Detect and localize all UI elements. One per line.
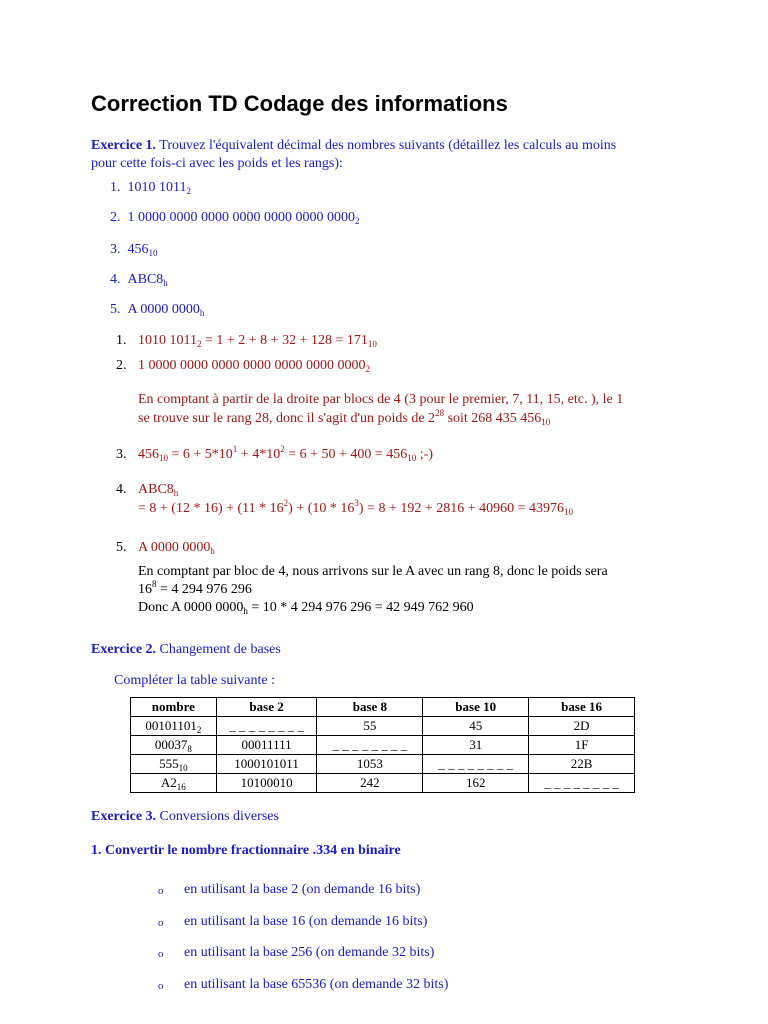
ex1-question-1: 1. 1010 $1011_2$: [110, 180, 191, 196]
bullet-circle-icon: o: [158, 917, 164, 929]
ex1-question-3: 3. $456_{10}$: [110, 242, 158, 258]
ex1-question-2: 2. 1 0000 0000 0000 0000 0000 0000 $0000_2$: [110, 210, 360, 226]
page-title: Correction TD Codage des informations: [91, 91, 508, 116]
ex3-label: Exercice 3.: [91, 809, 157, 824]
table-cell-base2: 1000101011: [216, 755, 317, 774]
table-cell-base10: _ _ _ _ _ _ _ _: [423, 755, 529, 774]
table-cell-base2: 10100010: [216, 774, 317, 793]
table-cell-base8: 242: [317, 774, 423, 793]
table-header-row: [131, 698, 635, 717]
ex1-intro-text: Trouvez l'équivalent décimal des nombres suivants (détaillez les calculs au moins: [156, 138, 617, 153]
answer-2-explanation-line2: se trouve sur le rang 28, donc il s'agit d'un poids de $2^{28}$ soit 268 435 $456_{10}$: [138, 408, 551, 427]
answer-3-number: 3.: [116, 447, 127, 462]
table-cell-base2: 00011111: [216, 736, 317, 755]
ex3-heading: [91, 808, 279, 825]
ex1-intro-line1: [91, 137, 616, 154]
table-row: [131, 717, 635, 736]
table-header-cell: base 2: [216, 698, 317, 717]
table-cell-base10: 31: [423, 736, 529, 755]
bullet-circle-icon: o: [158, 885, 164, 897]
list-item: en utilisant la base 256 (on demande 32 bits): [184, 945, 435, 960]
table-header-cell: base 10: [423, 698, 529, 717]
ex1-label: Exercice 1.: [91, 138, 157, 153]
answer-1-number: 1.: [116, 333, 127, 348]
ex2-heading: [91, 641, 281, 658]
answer-2-number: 2.: [116, 358, 127, 373]
list-item: en utilisant la base 65536 (on demande 32 bits): [184, 977, 449, 992]
ex3-text: Conversions diverses: [156, 809, 279, 824]
table-cell-base8: 1053: [317, 755, 423, 774]
table-row: [131, 774, 635, 793]
table-cell-base8: 55: [317, 717, 423, 736]
answer-1: 1010 $1011_2 = 1 + 2 + 8 + 32 + 128 = 171_{10}$: [138, 333, 377, 349]
table-cell-base2: _ _ _ _ _ _ _ _: [216, 717, 317, 736]
list-item: en utilisant la base 16 (on demande 16 bits): [184, 914, 428, 929]
table-cell-nombre: $555_{10}$: [131, 755, 217, 774]
answer-5-explanation-line2: $16^8 = 4$ 294 976 296: [138, 579, 252, 597]
table-cell-base16: 2D: [529, 717, 635, 736]
answer-4: $ABC8_h$: [138, 482, 179, 498]
bullet-circle-icon: o: [158, 980, 164, 992]
table-cell-base10: 45: [423, 717, 529, 736]
table-row: [131, 755, 635, 774]
answer-4-line2: = $8 + (12 * 16) + (11 * 16^2) + (10 * 16^3) = 8 + 192 + 2816 + 40960 = 43976_{10}$: [138, 498, 574, 517]
answer-5-explanation-line1: En comptant par bloc de 4, nous arrivons sur le A avec un rang 8, donc le poids sera: [138, 564, 608, 579]
answer-2-explanation-line1: En comptant à partir de la droite par blocs de 4 (3 pour le premier, 7, 11, 15, etc. ), le 1: [138, 392, 624, 407]
answer-5: A 0000 $0000_h$: [138, 540, 215, 556]
answer-5-explanation-line3: Donc A 0000 $0000_h = 10 * 4$ 294 976 296 = 42 949 762 960: [138, 600, 474, 616]
table-header-cell: base 16: [529, 698, 635, 717]
ex1-question-4: 4. $ABC8_h$: [110, 272, 168, 288]
answer-2: 1 0000 0000 0000 0000 0000 0000 $0000_2$: [138, 358, 370, 374]
ex3-subheading: 1. Convertir le nombre fractionnaire .334 en binaire: [91, 843, 401, 858]
ex2-instruction: Compléter la table suivante :: [114, 673, 275, 688]
answer-4-number: 4.: [116, 482, 127, 497]
table-header-cell: base 8: [317, 698, 423, 717]
table-cell-base16: _ _ _ _ _ _ _ _: [529, 774, 635, 793]
table-cell-base10: 162: [423, 774, 529, 793]
table-cell-base16: 22B: [529, 755, 635, 774]
table-row: [131, 736, 635, 755]
base-conversion-table: [130, 697, 635, 793]
ex2-text: Changement de bases: [156, 642, 281, 657]
table-cell-nombre: $A2_{16}$: [131, 774, 217, 793]
answer-5-number: 5.: [116, 540, 127, 555]
table-cell-base8: _ _ _ _ _ _ _ _: [317, 736, 423, 755]
table-header-cell: nombre: [131, 698, 217, 717]
answer-3: $456_{10} = 6 + 5*10^1 + 4*10^2 = 6 + 50 + 400 = 456_{10}$ ;-): [138, 444, 434, 463]
ex2-label: Exercice 2.: [91, 642, 157, 657]
table-cell-nombre: $00037_8$: [131, 736, 217, 755]
ex1-intro-line2: pour cette fois-ci avec les poids et les rangs):: [91, 156, 343, 171]
bullet-circle-icon: o: [158, 948, 164, 960]
ex1-question-5: 5. A 0000 $0000_h$: [110, 302, 205, 318]
list-item: en utilisant la base 2 (on demande 16 bits): [184, 882, 421, 897]
table-cell-base16: 1F: [529, 736, 635, 755]
table-cell-nombre: $00101101_2$: [131, 717, 217, 736]
